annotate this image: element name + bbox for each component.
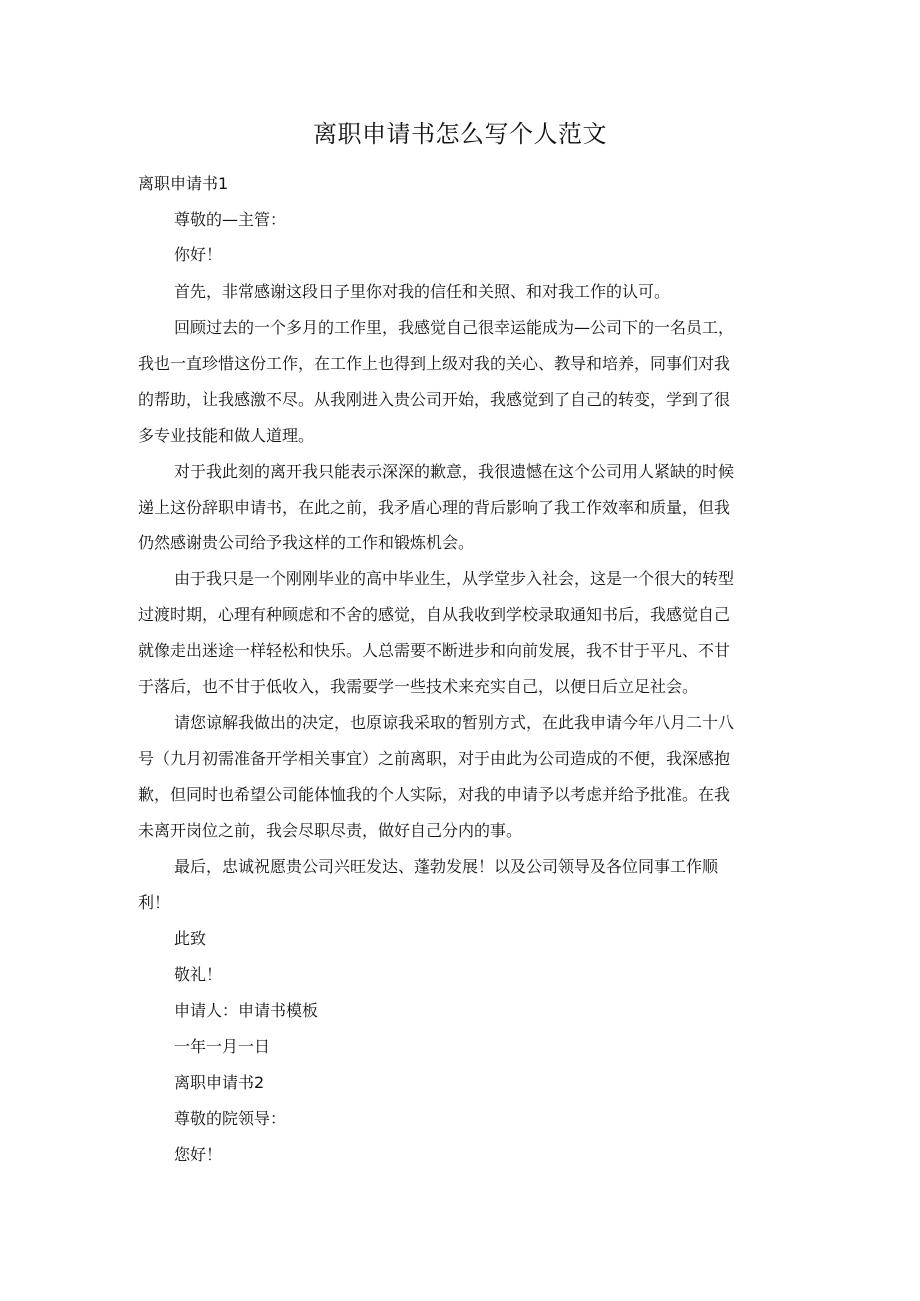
paragraph-line: 未离开岗位之前，我会尽职尽责，做好自己分内的事。: [138, 821, 523, 840]
paragraph-line: 我也一直珍惜这份工作，在工作上也得到上级对我的关心、教导和培养，同事们对我: [138, 354, 731, 373]
letter1-heading: 离职申请书1: [138, 174, 229, 193]
paragraph-line: 就像走出迷途一样轻松和快乐。人总需要不断进步和向前发展，我不甘于平凡、不甘: [138, 641, 731, 660]
date-line: 一年一月一日: [174, 1037, 271, 1056]
letter1-salutation: 尊敬的—主管：: [174, 210, 287, 229]
paragraph-line: 的帮助，让我感激不尽。从我刚进入贵公司开始，我感觉到了自己的转变，学到了很: [138, 390, 731, 409]
letter1-greeting: 你好！: [174, 245, 223, 264]
letter2-greeting: 您好！: [174, 1145, 223, 1164]
paragraph-line: 多专业技能和做人道理。: [138, 426, 315, 445]
letter2-heading: 离职申请书2: [174, 1073, 265, 1092]
letter2-salutation: 尊敬的院领导：: [174, 1109, 287, 1128]
paragraph-line: 歉，但同时也希望公司能体恤我的个人实际，对我的申请予以考虑并给予批准。在我: [138, 785, 731, 804]
closing-line: 敬礼！: [174, 965, 223, 984]
paragraph-line: 过渡时期，心理有种顾虑和不舍的感觉，自从我收到学校录取通知书后，我感觉自己: [138, 605, 731, 624]
page-title: 离职申请书怎么写个人范文: [313, 120, 607, 148]
paragraph-line: 对于我此刻的离开我只能表示深深的歉意，我很遗憾在这个公司用人紧缺的时候: [174, 462, 735, 481]
paragraph-line: 最后，忠诚祝愿贵公司兴旺发达、蓬勃发展！以及公司领导及各位同事工作顺: [174, 857, 719, 876]
paragraph-line: 回顾过去的一个多月的工作里，我感觉自己很幸运能成为—公司下的一名员工，: [174, 318, 735, 337]
paragraph-line: 递上这份辞职申请书，在此之前，我矛盾心理的背后影响了我工作效率和质量，但我: [138, 498, 731, 517]
paragraph-line: 首先，非常感谢这段日子里你对我的信任和关照、和对我工作的认可。: [174, 282, 671, 301]
paragraph-line: 于落后，也不甘于低收入，我需要学一些技术来充实自己，以便日后立足社会。: [138, 677, 699, 696]
paragraph-line: 号（九月初需准备开学相关事宜）之前离职，对于由此为公司造成的不便，我深感抱: [138, 749, 731, 768]
paragraph-line: 请您谅解我做出的决定，也原谅我采取的暂别方式，在此我申请今年八月二十八: [174, 713, 735, 732]
paragraph-line: 利！: [138, 893, 171, 912]
signer-line: 申请人：申请书模板: [174, 1001, 319, 1020]
paragraph-line: 仍然感谢贵公司给予我这样的工作和锻炼机会。: [138, 533, 475, 552]
paragraph-line: 由于我只是一个刚刚毕业的高中毕业生，从学堂步入社会，这是一个很大的转型: [174, 569, 735, 588]
closing-line: 此致: [174, 929, 207, 948]
